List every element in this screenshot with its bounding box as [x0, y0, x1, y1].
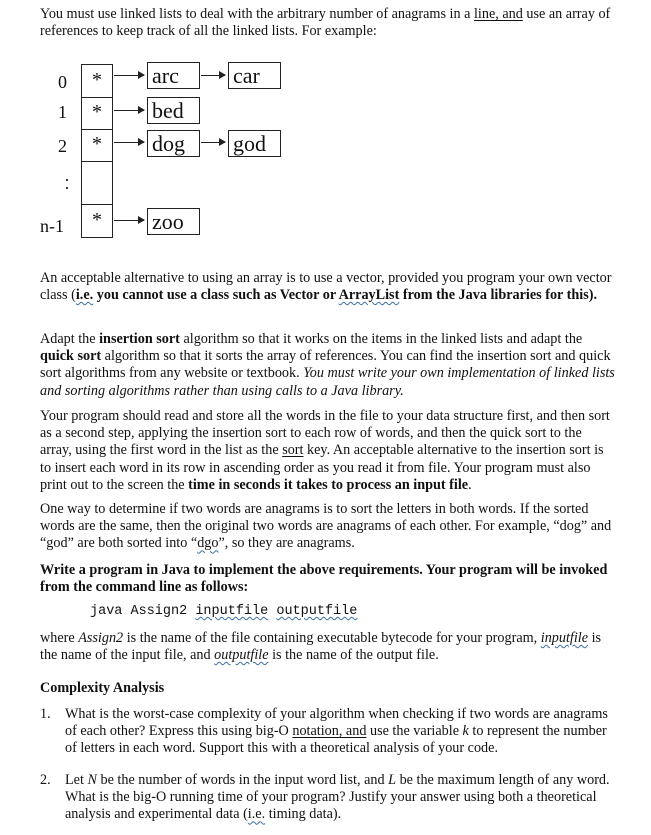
pointer-arrow [114, 220, 144, 221]
array-cell: * [81, 64, 113, 98]
list-node: god [228, 130, 281, 157]
pointer-arrow [201, 75, 225, 76]
arguments-paragraph: where Assign2 is the name of the file containing executable bytecode for your program, inputfile is the name of the input file, and outputfile is the name of the output file. [40, 630, 602, 664]
row-index: 1 [58, 102, 67, 122]
array-cell: * [81, 204, 113, 238]
sorting-paragraph: Adapt the insertion sort algorithm so that it works on the items in the linked lists and adapt the quick sort algorithm so that it sorts the array of references. You can find the insertion sort and quick sort algorithms from any website or textbook. You must write your own implementation of linked lists and sorting algorithms rather than using calls to a Java library. [40, 331, 615, 399]
row-index: 2 [58, 136, 67, 156]
complexity-heading: Complexity Analysis [40, 680, 165, 696]
program-requirements-paragraph: Your program should read and store all the words in the file to your data structure first, and then sort as a second step, applying the insertion sort to each row of words, and then the quick sort to the array, using the first word in the list as the sort key. An acceptable alternative to the insertion sort is to insert each word in its row in ascending order as you read it from file. Your program must also print out to the screen the time in seconds it takes to process an input file. [40, 408, 610, 493]
anagram-check-paragraph: One way to determine if two words are anagrams is to sort the letters in both words. If the sorted words are the same, then the original two words are anagrams of each other. For example, “dog” and “god” are both sorted into “dgo”, so they are anagrams. [40, 501, 612, 552]
row-index: n-1 [40, 216, 64, 236]
ellipsis-index: · · [64, 170, 70, 198]
vector-alternative-paragraph: An acceptable alternative to using an array is to use a vector, provided you program your own vector class (i.e. you cannot use a class such as Vector or ArrayList from the Java libraries for this). [40, 270, 612, 304]
list-node: bed [147, 97, 200, 124]
pointer-arrow [114, 142, 144, 143]
list-node: arc [147, 62, 200, 89]
linked-list-diagram [40, 58, 340, 248]
command-line: java Assign2 inputfile outputfile [90, 604, 358, 619]
row-index: 0 [58, 72, 67, 92]
question-1: 1. What is the worst-case complexity of your algorithm when checking if two words are anagrams of each other? Express this using big-O notation, and use the variable k to represent the number of letters in each word. Support this with a theoretical analysis of your code. [40, 706, 608, 757]
array-cell-empty [81, 161, 113, 205]
pointer-arrow [114, 110, 144, 111]
pointer-arrow [201, 142, 225, 143]
question-2: 2. Let N be the number of words in the input word list, and L be the maximum length of any word. What is the big-O running time of your program? Justify your answer using both a theoretical analysis and experimental data (i.e. timing data). [40, 772, 610, 823]
intro-paragraph: You must use linked lists to deal with the arbitrary number of anagrams in a line, and use an array of references to keep track of all the linked lists. For example: [40, 6, 611, 40]
list-node: dog [147, 130, 200, 157]
pointer-arrow [114, 75, 144, 76]
array-cell: * [81, 97, 113, 130]
list-node: car [228, 62, 281, 89]
list-node: zoo [147, 208, 200, 235]
task-statement: Write a program in Java to implement the above requirements. Your program will be invoked from the command line as follows: [40, 562, 608, 596]
array-cell: * [81, 129, 113, 162]
